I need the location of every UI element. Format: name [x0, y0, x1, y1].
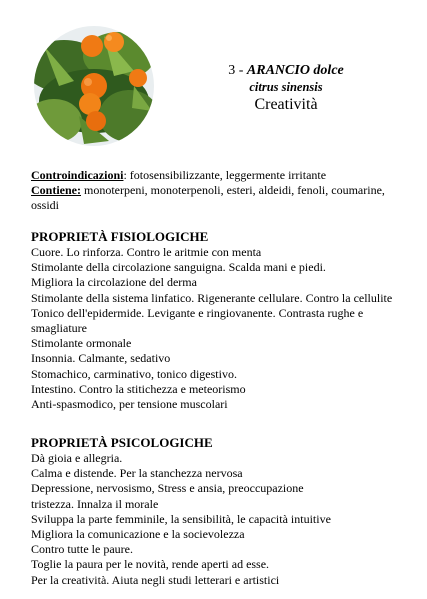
- contiene-label: Contiene:: [31, 183, 81, 198]
- contra-label: Controindicazioni: [31, 168, 124, 182]
- oil-number: 3 -: [228, 63, 247, 78]
- list-item: Tonico dell'epidermide. Levigante e ringiovanente. Contrasta rughe e smagliature: [31, 305, 364, 336]
- list-item: Migliora la circolazione del derma: [31, 275, 197, 290]
- header: [196, 62, 376, 114]
- intro-block: [31, 168, 397, 214]
- theme-label: Creatività: [254, 96, 318, 113]
- list-item: Sviluppa la parte femminile, la sensibilità, le capacità intuitive: [31, 511, 331, 526]
- list-item: Depressione, nervosismo, Stress e ansia, preoccupazione: [31, 481, 304, 496]
- list-item: Anti-spasmodico, per tensione muscolari: [31, 397, 228, 412]
- list-item: Stimolante della circolazione sanguigna. Scalda mani e piedi.: [31, 260, 326, 275]
- list-item: Dà gioia e allegria.: [31, 451, 123, 465]
- psychological-section: [31, 435, 397, 588]
- list-item: Cuore. Lo rinforza. Contro le aritmie con menta: [31, 245, 262, 259]
- physiological-heading: PROPRIETÀ FISIOLOGICHE: [31, 229, 209, 244]
- list-item: Per la creatività. Aiuta negli studi letterari e artistici: [31, 572, 280, 587]
- list-item: Stomachico, carminativo, tonico digestivo.: [31, 366, 237, 381]
- orange-tree-photo: [34, 26, 154, 146]
- latin-name: citrus sinensis: [249, 80, 323, 94]
- list-item: Migliora la comunicazione e la socievolezza: [31, 527, 245, 542]
- list-item: Insonnia. Calmante, sedativo: [31, 351, 171, 366]
- list-item: Contro tutte le paure.: [31, 542, 133, 557]
- list-item: Toglie la paura per le novità, rende aperti ad esse.: [31, 557, 270, 572]
- title-line: [196, 62, 376, 79]
- list-item: Stimolante della sistema linfatico. Rigenerante cellulare. Contro la cellulite: [31, 290, 393, 305]
- list-item: Calma e distende. Per la stanchezza nervosa: [31, 466, 243, 481]
- list-item: Intestino. Contro la stitichezza e meteorismo: [31, 381, 246, 396]
- list-item: Stimolante ormonale: [31, 336, 132, 351]
- physiological-section: [31, 229, 397, 412]
- contents: [31, 183, 397, 213]
- oil-name: ARANCIO dolce: [246, 63, 344, 78]
- contra-text: : fotosensibilizzante, leggermente irritante: [123, 168, 327, 182]
- contraindications: [31, 168, 397, 183]
- list-item: tristezza. Innalza il morale: [31, 496, 159, 511]
- contiene-text: monoterpeni, monoterpenoli, esteri, aldeidi, fenoli, coumarine, ossidi: [31, 183, 385, 213]
- psychological-heading: PROPRIETÀ PSICOLOGICHE: [31, 435, 213, 450]
